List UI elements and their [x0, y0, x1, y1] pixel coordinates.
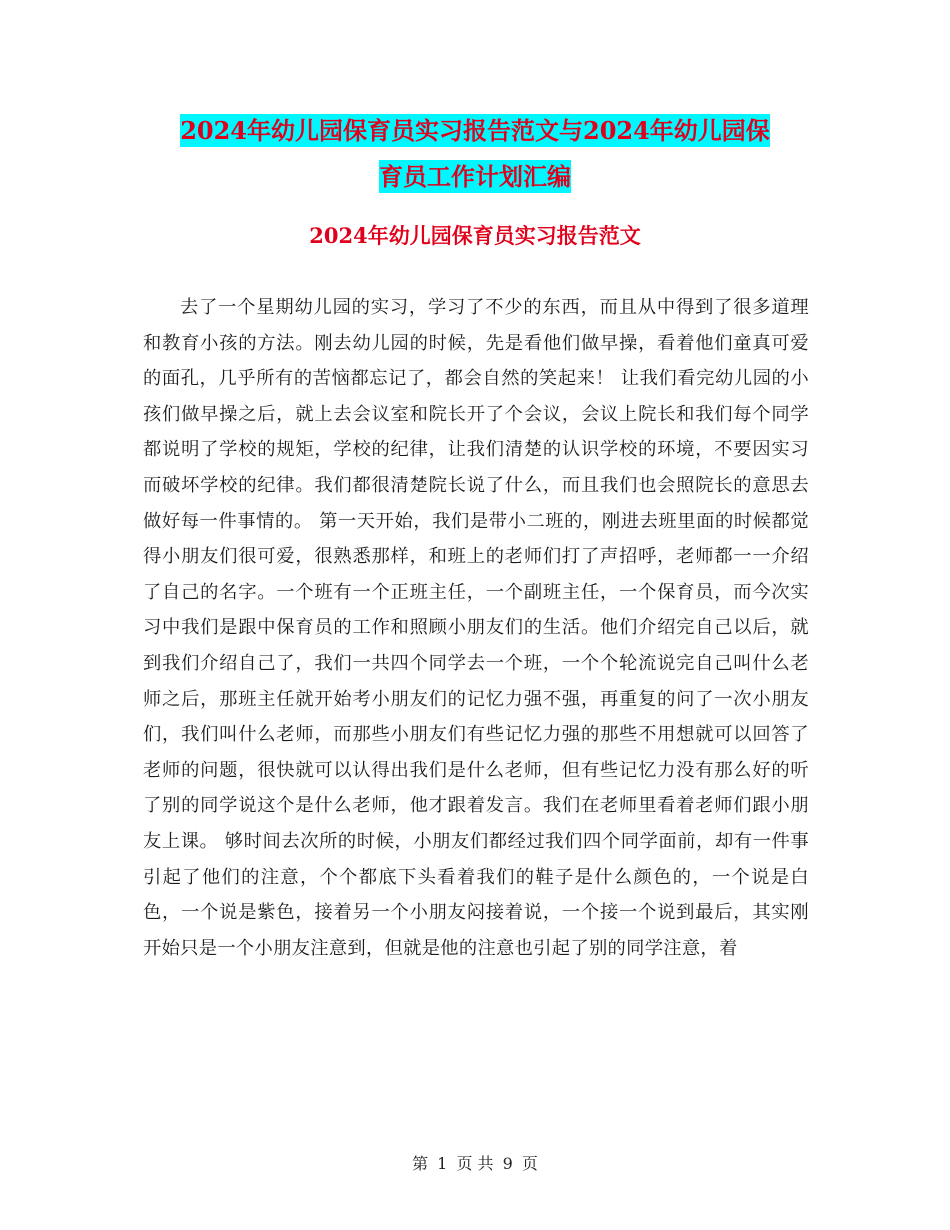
document-title-line-2: 育员工作计划汇编 [379, 162, 571, 191]
section-title: 2024年幼儿园保育员实习报告范文 [309, 223, 641, 248]
document-title [150, 108, 800, 200]
page-middle-text: 页 共 [456, 1154, 494, 1173]
page-total-number: 9 [502, 1154, 513, 1173]
body-paragraph: 去了一个星期幼儿园的实习，学习了不少的东西，而且从中得到了很多道理和教育小孩的方法。刚去幼儿园的时候，先是看他们做早操，看着他们童真可爱的面孔，几乎所有的苦恼都忘记了，都会自然的笑起来！ 让我们看完幼儿园的小孩们做早操之后，就上去会议室和院长开了个会议，会议上院长和我们每个同学都说明了学校的规矩，学校的纪律，让我们清楚的认识学校的环境，不要因实习而破坏学校的纪律。我们都很清楚院长说了什么，而且我们也会照院长的意思去做好每一件事情的。 第一天开始，我们是带小二班的，刚进去班里面的时候都觉得小朋友们很可爱，很熟悉那样，和班上的老师们打了声招呼，老师都一一介绍了自己的名字。一个班有一个正班主任，一个副班主任，一个保育员，而今次实习中我们是跟中保育员的工作和照顾小朋友们的生活。他们介绍完自己以后，就到我们介绍自己了，我们一共四个同学去一个班，一个个轮流说完自己叫什么老师之后，那班主任就开始考小朋友们的记忆力强不强，再重复的问了一次小朋友们，我们叫什么老师，而那些小朋友们有些记忆力强的那些不用想就可以回答了老师的问题，很快就可以认得出我们是什么老师，但有些记忆力没有那么好的听了别的同学说这个是什么老师，他才跟着发言。我们在老师里看着老师们跟小朋友上课。 够时间去次所的时候，小朋友们都经过我们四个同学面前，却有一件事引起了他们的注意，个个都底下头看着我们的鞋子是什么颜色的，一个说是白色，一个说是紫色，接着另一个小朋友闷接着说，一个接一个说到最后，其实刚开始只是一个小朋友注意到，但就是他的注意也引起了别的同学注意，着 [143, 297, 809, 959]
document-title-line-1: 2024年幼儿园保育员实习报告范文与2024年幼儿园保 [180, 116, 770, 145]
page-current-number: 1 [437, 1154, 448, 1173]
page-prefix: 第 [412, 1154, 429, 1173]
page-footer [0, 1152, 950, 1176]
page-suffix: 页 [521, 1154, 538, 1173]
